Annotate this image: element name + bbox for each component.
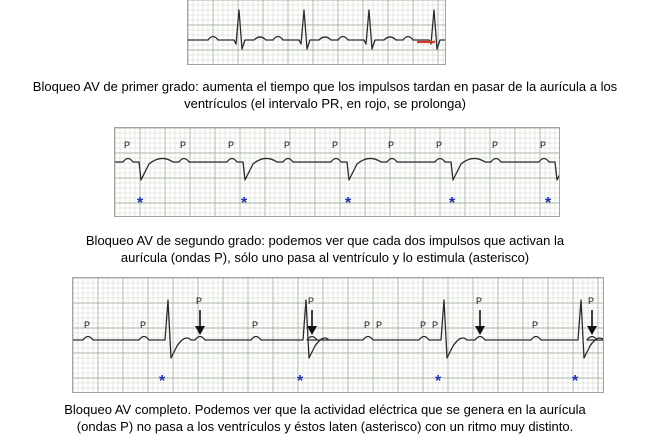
ventricular-beat-asterisk: * <box>545 195 552 212</box>
p-wave-label: P <box>228 140 235 150</box>
ventricular-beat-asterisk: * <box>241 195 248 212</box>
down-arrow-icon <box>195 326 205 335</box>
p-wave-label: P <box>84 320 91 330</box>
caption-line: (ondas P) no pasa a los ventrículos y éstos laten (asterisco) con un ritmo muy distinto. <box>76 419 574 434</box>
p-wave-label: P <box>388 140 395 150</box>
ecg-strip-first-degree <box>187 0 446 65</box>
p-wave-label: P <box>420 320 427 330</box>
ventricular-beat-asterisk: * <box>297 373 304 390</box>
caption-line: aurícula (ondas P), sólo uno pasa al ventrículo y lo estimula (asterisco) <box>120 250 530 265</box>
ecg-line <box>115 158 559 180</box>
p-wave-label: P <box>532 320 539 330</box>
caption-complete <box>0 401 650 435</box>
p-wave-label: P <box>332 140 339 150</box>
p-wave-label: P <box>196 296 203 306</box>
ecg-line <box>188 10 445 49</box>
p-wave-label: P <box>140 320 147 330</box>
p-wave-label: P <box>376 320 383 330</box>
p-wave-label: P <box>476 296 483 306</box>
grid-fine <box>188 0 445 64</box>
p-wave-label: P <box>436 140 443 150</box>
p-wave-label: P <box>284 140 291 150</box>
ventricular-beat-asterisk: * <box>137 195 144 212</box>
caption-first-degree <box>0 78 650 112</box>
ventricular-beat-asterisk: * <box>572 373 579 390</box>
caption-line: ventrículos (el intervalo PR, en rojo, se prolonga) <box>184 96 466 111</box>
p-wave-label: P <box>492 140 499 150</box>
p-wave-label: P <box>180 140 187 150</box>
ecg-trace-complete <box>73 278 603 392</box>
down-arrow-icon <box>587 326 597 335</box>
caption-line: Bloqueo AV completo. Podemos ver que la actividad eléctrica que se genera en la aurícula <box>64 402 586 417</box>
grid-major <box>188 0 445 64</box>
p-wave-label: P <box>540 140 547 150</box>
ecg-trace-second-degree <box>115 128 559 216</box>
ecg-trace-first-degree <box>188 0 445 64</box>
p-wave-label: P <box>308 296 315 306</box>
p-wave-label: P <box>124 140 131 150</box>
ecg-strip-complete <box>72 277 604 393</box>
ventricular-beat-asterisk: * <box>159 373 166 390</box>
p-wave-label: P <box>588 296 595 306</box>
caption-second-degree <box>0 232 650 266</box>
down-arrow-icon <box>307 326 317 335</box>
ventricular-beat-asterisk: * <box>345 195 352 212</box>
grid-fine <box>73 278 603 392</box>
p-wave-label: P <box>252 320 259 330</box>
p-wave-label: P <box>432 320 439 330</box>
ventricular-beat-asterisk: * <box>449 195 456 212</box>
caption-line: Bloqueo AV de primer grado: aumenta el tiempo que los impulsos tardan en pasar de la aurícula a los <box>32 79 618 94</box>
ecg-strip-second-degree <box>114 127 560 217</box>
ventricular-beat-asterisk: * <box>435 373 442 390</box>
down-arrow-icon <box>475 326 485 335</box>
caption-line: Bloqueo AV de segundo grado: podemos ver que cada dos impulsos que activan la <box>85 233 565 248</box>
p-wave-label: P <box>364 320 371 330</box>
